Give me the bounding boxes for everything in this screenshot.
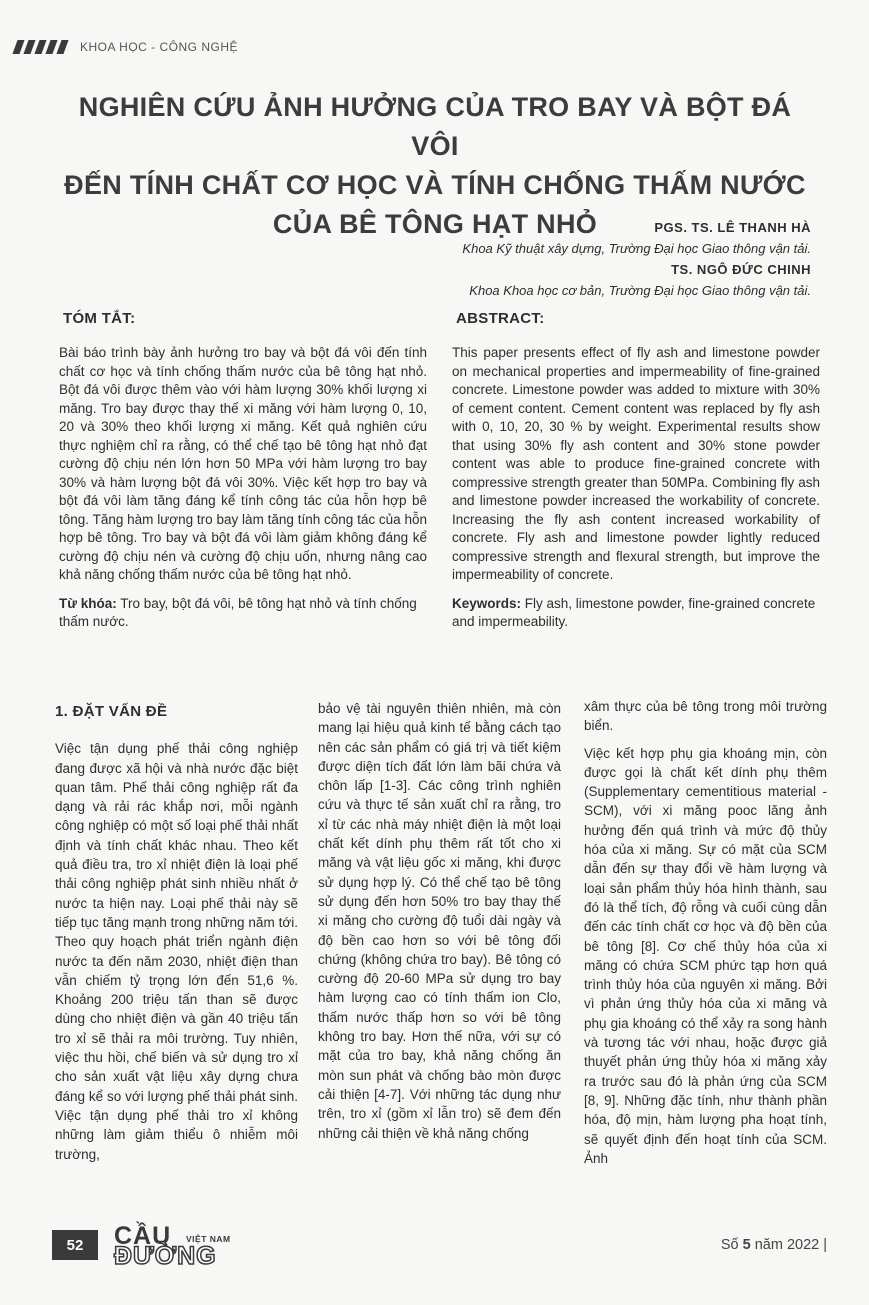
abstract-heading: TÓM TẮT: [63,310,136,327]
logo-text-bottom: ĐƯỜNG [114,1242,217,1270]
page-footer [0,1222,869,1270]
body-paragraph: Việc tận dụng phế thải công nghiệp đang được xã hội và nhà nước đặc biệt quan tâm. Phế thải công nghiệp rất đa dạng và rải rác khắp nơi, mỗi ngành công nghiệp có một số loại phế thải nhất định và tính chất khác nhau. Theo kết quả điều tra, tro xỉ nhiệt điện là loại phế thải công nghiệp phát sinh nhiều nhất ở nước ta hiện nay. Loại phế thải này sẽ tiếp tục tăng mạnh trong những năm tới. Theo quy hoạch phát triển ngành điện nước ta đến năm 2030, nhiệt điện than vẫn chiếm tỷ trọng lớn đến 51,6 %. Khoảng 200 triệu tấn than sẽ được dùng cho nhiệt điện và gần 40 triệu tấn tro xỉ sẽ thải ra môi trường. Tuy nhiên, việc thu hồi, chế biến và sử dụng tro xỉ cho sản xuất vật liệu xây dựng chưa đáng kể so với lượng phế thải phát sinh. Việc tận dụng phế thải tro xỉ không những làm giảm thiểu ô nhiễm môi trường, [55,741,298,1162]
author-name: TS. NGÔ ĐỨC CHINH [671,262,811,277]
abstract-text: This paper presents effect of fly ash and limestone powder on mechanical properties and impermeability of fine-grained concrete. Limestone powder was added to mixture with 30% of cement content. Cement content was replaced by fly ash with 0, 10, 20, 30 % by weight. Experimental results show that using 30% fly ash content and 30% stone powder content was able to produce fine-grained concrete with compressive strength greater than 50MPa. Combining fly ash and limestone powder increased the workability of concrete. Increasing the fly ash content increased workability of concrete. Fly ash and limestone powder lightly reduced compressive strength and flexural strength, but improve the impermeability of concrete. [452,345,820,582]
logo-text-top: CẦU [114,1222,172,1250]
keywords-label: Keywords: [452,595,522,611]
author-affiliation: Khoa Khoa học cơ bản, Trường Đại học Giao thông vận tải. [469,283,811,298]
page-number: 52 [52,1230,98,1260]
issue-info [721,1237,827,1253]
body-paragraph: xâm thực của bê tông trong môi trường biển. [584,699,827,734]
title-line-1: NGHIÊN CỨU ẢNH HƯỞNG CỦA TRO BAY VÀ BỘT ĐÁ VÔI [78,92,792,161]
abstract-english [452,310,820,632]
keywords-text: Tro bay, bột đá vôi, bê tông hạt nhỏ và tính chống thấm nước. [59,595,417,629]
keywords [59,595,427,632]
abstract-vietnamese [59,310,427,632]
section-heading: 1. ĐẶT VẤN ĐỀ [55,703,168,720]
body-paragraph: bảo vệ tài nguyên thiên nhiên, mà còn mang lại hiệu quả kinh tế bằng cách tạo nên các sản phẩm có giá trị và tiết kiệm được diện tích đất lớn làm bãi chứa và chôn lấp [1-3]. Các công trình nghiên cứu và thực tế sản xuất chỉ ra rằng, tro xỉ từ các nhà máy nhiệt điện là một loại chất kết dính phụ thêm rất tốt cho xi măng và vật liệu gốc xi măng, khi được sử dụng hợp lý. Có thể chế tạo bê tông sử dụng đến hơn 50% tro bay thay thế xi măng cho cường độ tuổi dài ngày và độ bền cao hơn so với bê tông đối chứng (không chứa tro bay). Bê tông có cường độ 20-60 MPa sử dụng tro bay hàm lượng cao có tính thấm ion Clo, thấm nước thấp hơn so với bê tông không tro bay. Hơn thế nữa, với sự có mặt của tro bay, khả năng chống ăn mòn sun phát và chống bào mòn được cải thiện [4-7]. Với những tác dụng như trên, tro xỉ (gồm xỉ lẫn tro) sẽ đem đến những cải thiện về khả năng chống [318,701,561,1141]
section-name: KHOA HỌC - CÔNG NGHỆ [80,40,239,54]
running-header [15,40,238,54]
body-column-2 [318,699,561,1151]
abstract-text: Bài báo trình bày ảnh hưởng tro bay và bột đá vôi đến tính chất cơ học và tính chống thấm nước của bê tông hạt nhỏ. Bột đá vôi được thêm vào với hàm lượng 30% khối lượng xi măng. Tro bay được thay thế xi măng với hàm lượng 0, 10, 20 và 30% theo khối lượng xi măng. Kết quả nghiên cứu thực nghiệm chỉ ra rằng, có thể chế tạo bê tông hạt nhỏ đạt cường độ chịu nén lớn hơn 50 MPa với hàm lượng tro bay 30% và hàm lượng bột đá vôi 30%. Việc kết hợp tro bay và bột đá vôi làm tăng đáng kể tính công tác của hỗn hợp bê tông. Tăng hàm lượng tro bay làm tăng tính công tác của hỗn hợp bê tông. Tro bay và bột đá vôi làm giảm không đáng kể cường độ chịu nén và cường độ chịu uốn, nhưng nâng cao khả năng chống thấm nước của bê tông hạt nhỏ. [59,345,427,582]
issue-number: 5 [742,1237,751,1253]
keywords-label: Từ khóa: [59,595,117,611]
body-paragraph: Việc kết hợp phụ gia khoáng mịn, còn được gọi là chất kết dính phụ thêm (Supplementary cementitious material - SCM), với xi măng pooc lăng ảnh hưởng đến quá trình và mức độ thủy hóa của xi măng. Sự có mặt của SCM dẫn đến sự thay đổi về hàm lượng và loại sản phẩm thủy hóa hình thành, sau đó là thể tích, độ rỗng và cuối cùng dẫn đến các tính chất cơ học và độ bền của bê tông [8]. Cơ chế thủy hóa của xi măng có chứa SCM phức tạp hơn quá trình thủy hóa của nguyên xi măng. Bởi vì phản ứng thủy hóa của xi măng và phụ gia khoáng có thể xảy ra song hành và tương tác với nhau, hoặc được giả thuyết phản ứng thủy hóa xi măng xảy ra trước sau đó là phản ứng của SCM [8, 9]. Những đặc tính, như thành phần hóa, độ mịn, hàm lượng pha hoạt tính, sẽ quyết định đến hoạt tính của SCM. Ảnh [584,745,827,1166]
magazine-logo [110,1222,250,1270]
author-block [462,217,811,301]
author-name: PGS. TS. LÊ THANH HÀ [654,220,811,235]
body-column-3 [584,697,827,1176]
logo-subtext: VIỆT NAM [186,1234,231,1244]
abstract-heading: ABSTRACT: [456,310,545,327]
title-line-2: ĐẾN TÍNH CHẤT CƠ HỌC VÀ TÍNH CHỐNG THẤM NƯỚC [64,170,806,200]
issue-prefix: Số [720,1237,739,1253]
keywords [452,595,820,632]
issue-suffix: năm 2022 | [754,1237,827,1253]
header-decoration [15,40,66,54]
title-line-3: CỦA BÊ TÔNG HẠT NHỎ [272,209,598,239]
body-column-1 [55,702,298,1172]
keywords-text: Fly ash, limestone powder, fine-grained concrete and impermeability. [452,595,816,629]
author-affiliation: Khoa Kỹ thuật xây dựng, Trường Đại học Giao thông vận tải. [462,241,811,256]
